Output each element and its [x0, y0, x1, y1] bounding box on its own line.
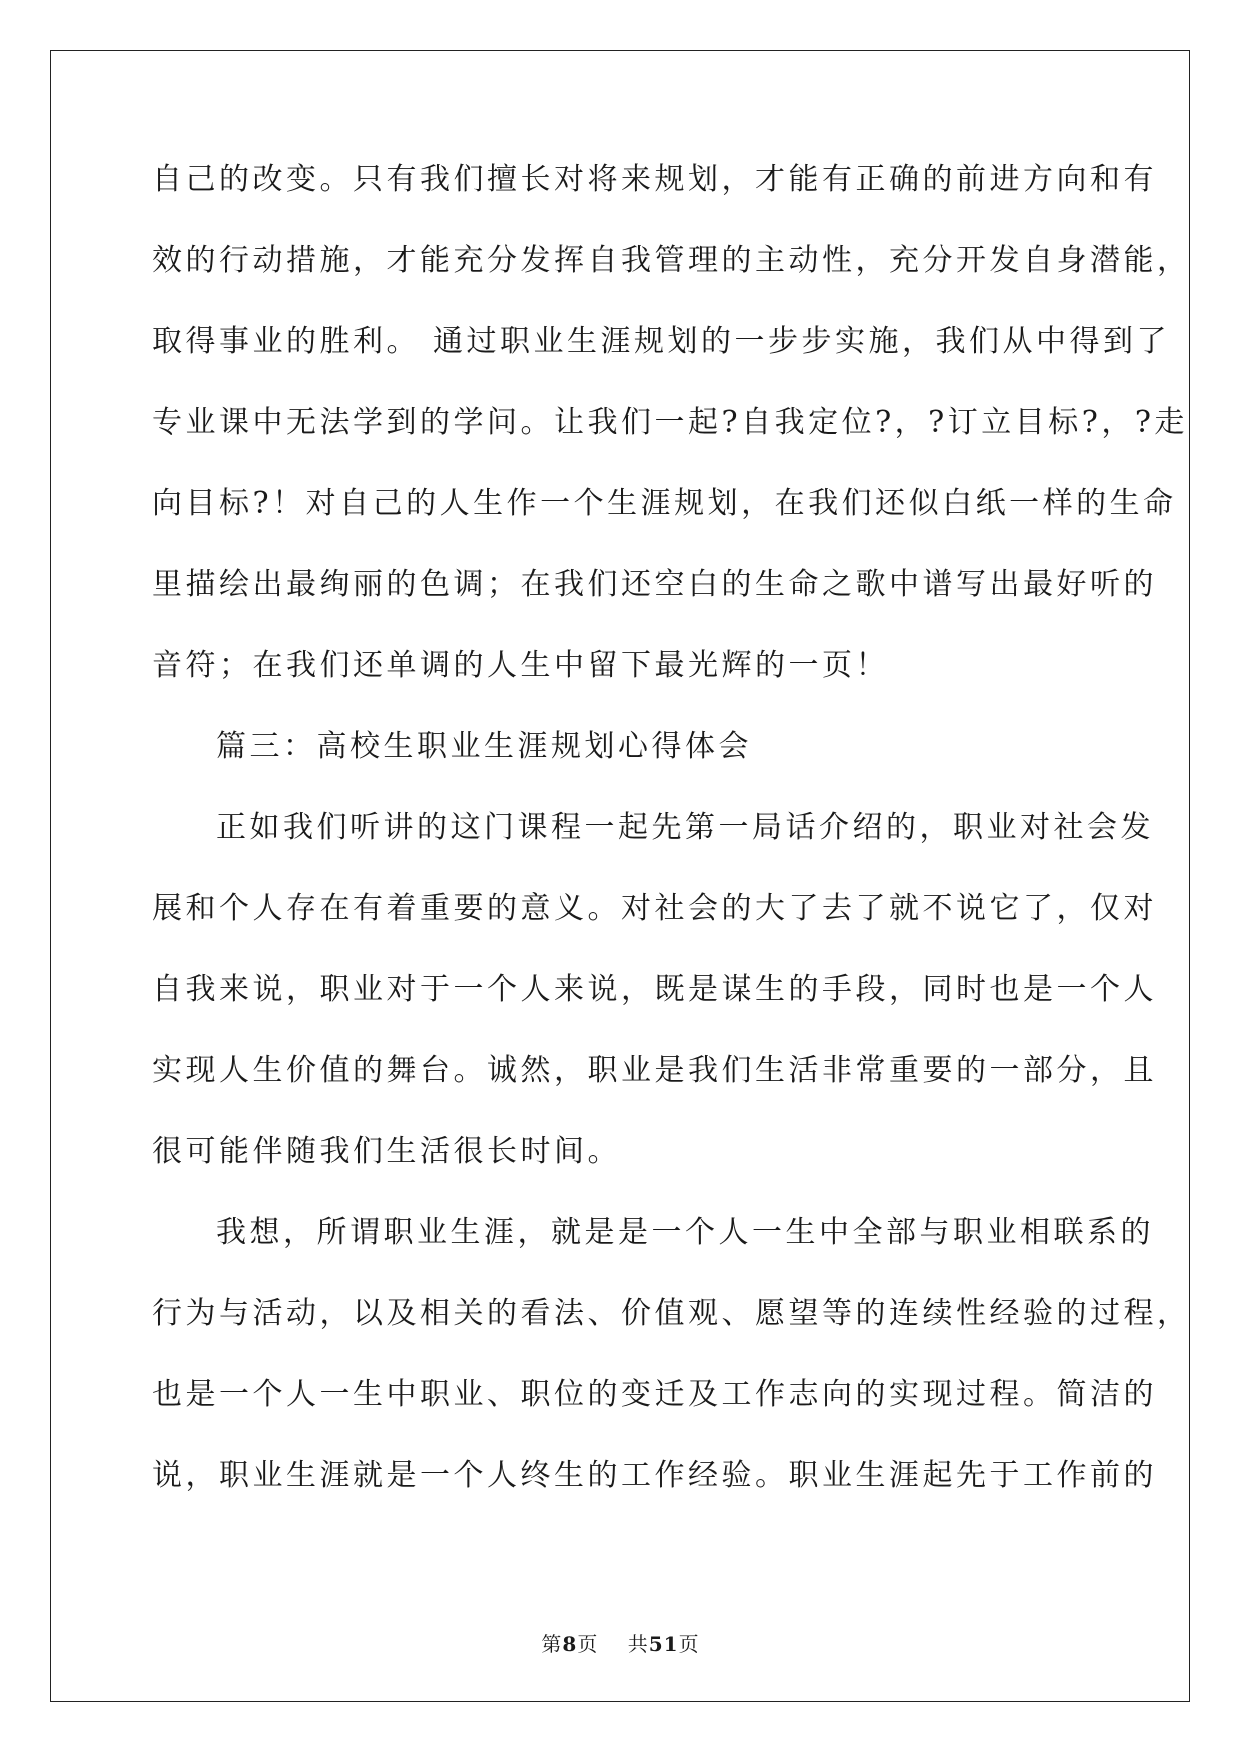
section-heading: 篇三：高校生职业生涯规划心得体会 — [216, 729, 752, 764]
page-footer — [0, 1628, 1241, 1657]
page-border — [50, 50, 1190, 1702]
text-line: 自我来说，职业对于一个人来说，既是谋生的手段，同时也是一个人 — [152, 972, 1157, 1007]
text-line: 说，职业生涯就是一个人终生的工作经验。职业生涯起先于工作前的 — [152, 1458, 1157, 1493]
text-line: 行为与活动，以及相关的看法、价值观、愿望等的连续性经验的过程， — [152, 1296, 1191, 1331]
total-prefix: 共 — [627, 1632, 649, 1656]
text-line: 很可能伴随我们生活很长时间。 — [152, 1134, 621, 1169]
text-line: 自己的改变。只有我们擅长对将来规划，才能有正确的前进方向和有 — [152, 162, 1157, 197]
total-pages: 51 — [648, 1632, 679, 1656]
text-line: 效的行动措施，才能充分发挥自我管理的主动性，充分开发自身潜能， — [152, 243, 1191, 278]
text-line: 取得事业的胜利。 通过职业生涯规划的一步步实施，我们从中得到了 — [152, 324, 1171, 359]
text-line: 也是一个人一生中职业、职位的变迁及工作志向的实现过程。简洁的 — [152, 1377, 1157, 1412]
page-prefix: 第 — [541, 1632, 563, 1656]
text-line: 展和个人存在有着重要的意义。对社会的大了去了就不说它了，仅对 — [152, 891, 1157, 926]
page-number: 8 — [562, 1632, 578, 1656]
text-line: 实现人生价值的舞台。诚然，职业是我们生活非常重要的一部分，且 — [152, 1053, 1157, 1088]
page-suffix: 页 — [577, 1632, 599, 1656]
text-line: 正如我们听讲的这门课程一起先第一局话介绍的，职业对社会发 — [216, 810, 1154, 845]
text-line: 专业课中无法学到的学问。让我们一起?自我定位?，?订立目标?，?走 — [152, 405, 1188, 440]
text-line: 里描绘出最绚丽的色调；在我们还空白的生命之歌中谱写出最好听的 — [152, 567, 1157, 602]
text-line: 音符；在我们还单调的人生中留下最光辉的一页！ — [152, 648, 889, 683]
text-line: 我想，所谓职业生涯，就是是一个人一生中全部与职业相联系的 — [216, 1215, 1154, 1250]
text-line: 向目标?！对自己的人生作一个生涯规划，在我们还似白纸一样的生命 — [152, 486, 1177, 521]
total-suffix: 页 — [678, 1632, 700, 1656]
